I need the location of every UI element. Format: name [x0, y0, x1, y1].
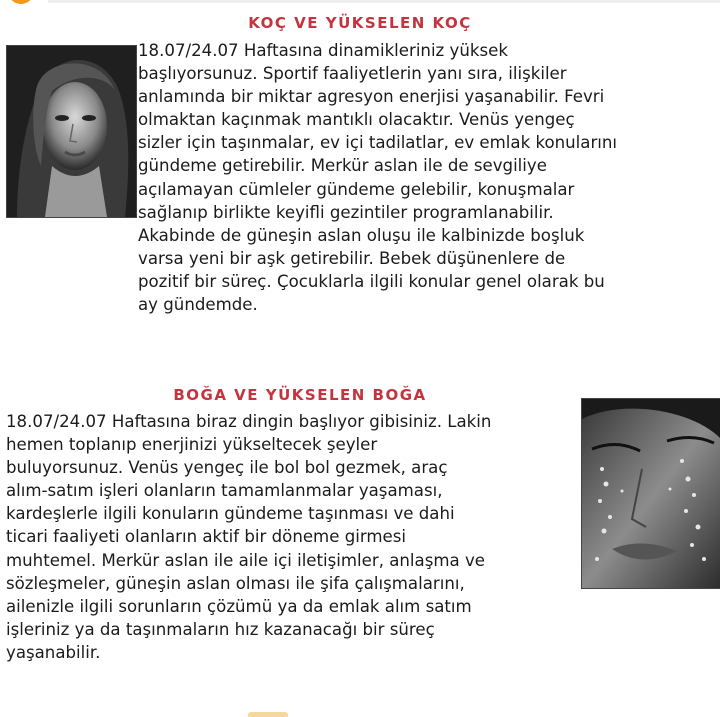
text-line: açılamayan cümleler gündeme gelebilir, konuşmalar: [138, 179, 575, 199]
woman-portrait-image: [6, 45, 137, 218]
text-line: sağlanıp birlikte keyifli gezintiler programlanabilir.: [138, 202, 554, 222]
text-line: gündeme getirebilir. Merkür aslan ile de sevgiliye: [138, 156, 547, 176]
text-line: anlamında bir miktar agresyon enerjisi yaşanabilir. Fevri: [138, 87, 605, 107]
text-line: ailenizle ilgili sorunların çözümü ya da emlak alım satım: [6, 596, 472, 616]
text-line: pozitif bir süreç. Çocuklarla ilgili konular genel olarak bu: [138, 271, 605, 291]
text-line: olmaktan kaçınmak mantıklı olacaktır. Venüs yengeç: [138, 110, 575, 130]
text-line: sizler için taşınmalar, ev içi tadilatlar, ev emlak konularını: [138, 133, 618, 153]
text-line: varsa yeni bir aşk getirebilir. Bebek düşünenlere de: [138, 248, 566, 268]
bottom-decoration: [248, 712, 288, 717]
text-line: muhtemel. Merkür aslan ile aile içi iletişimler, anlaşma ve: [6, 550, 485, 570]
text-line: hemen toplanıp enerjinizi yükseltecek şeyler: [6, 435, 378, 455]
text-line: 18.07/24.07 Haftasına biraz dingin başlıyor gibisiniz. Lakin: [6, 412, 492, 431]
text-line: ay gündemde.: [138, 295, 258, 315]
section-title-koc: KOÇ VE YÜKSELEN KOÇ: [248, 14, 472, 32]
text-line: kardeşlerle ilgili konuların gündeme taşınması ve dahi: [6, 504, 455, 524]
text-line: işleriniz ya da taşınmaların hız kazanacağı bir süreç: [6, 619, 435, 639]
text-line: Akabinde de güneşin aslan oluşu ile kalbinizde boşluk: [138, 225, 585, 245]
sun-icon: [8, 0, 34, 4]
text-line: ticari faaliyeti olanların aktif bir döneme girmesi: [6, 527, 406, 547]
text-line: buluyorsunuz. Venüs yengeç ile bol bol gezmek, araç: [6, 458, 448, 478]
section-text-boga: [6, 410, 578, 664]
text-line: yaşanabilir.: [6, 642, 101, 662]
section-title-boga: BOĞA VE YÜKSELEN BOĞA: [173, 386, 427, 404]
top-decoration: [0, 0, 720, 6]
text-line: alım-satım işleri olanların tamamlanmalar yaşaması,: [6, 481, 443, 501]
text-line: başlıyorsunuz. Sportif faaliyetlerin yanı sıra, ilişkiler: [138, 64, 567, 84]
section-text-koc: [138, 39, 716, 316]
text-line: 18.07/24.07 Haftasına dinamikleriniz yüksek: [138, 41, 508, 60]
divider: [48, 0, 720, 3]
text-line: sözleşmeler, güneşin aslan olması ile şifa çalışmalarını,: [6, 573, 465, 593]
crying-face-image: [581, 398, 720, 589]
